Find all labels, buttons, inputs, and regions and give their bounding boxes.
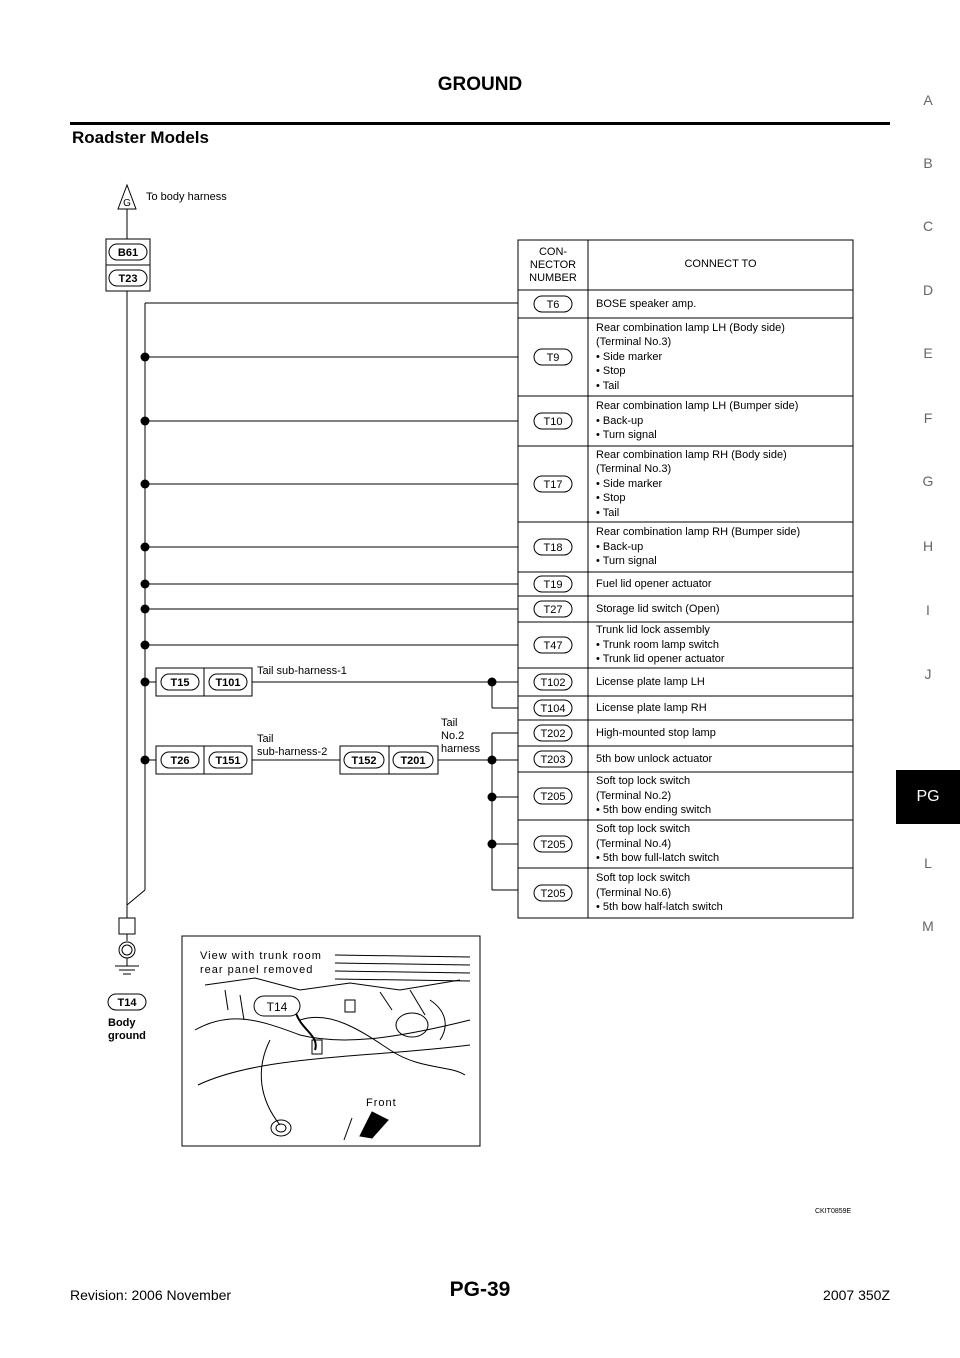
connector-g-label: G xyxy=(123,198,131,209)
row-desc-t205: Soft top lock switch (Terminal No.4) • 5th bow full-latch switch xyxy=(596,823,720,865)
splice-t27 xyxy=(141,605,150,614)
connector-t27-label: T27 xyxy=(543,604,563,616)
row-desc-t19: Fuel lid opener actuator xyxy=(596,577,712,590)
table-header-connect-to: CONNECT TO xyxy=(684,258,757,270)
side-index-j[interactable]: J xyxy=(924,666,932,682)
connector-t203-label: T203 xyxy=(540,754,566,766)
ground-connector-box xyxy=(119,918,135,934)
inset-t14-label: T14 xyxy=(266,1000,288,1014)
trunk-wire-join xyxy=(127,890,145,905)
side-index-a[interactable]: A xyxy=(923,92,933,108)
section-title: Roadster Models xyxy=(72,128,209,147)
side-index-f[interactable]: F xyxy=(923,410,933,426)
page-title: GROUND xyxy=(437,74,523,95)
row-desc-t205: Soft top lock switch (Terminal No.6) • 5th bow half-latch switch xyxy=(596,872,723,914)
splice-sh1 xyxy=(141,678,150,687)
row-desc-t17: Rear combination lamp RH (Body side) (Terminal No.3) • Side marker • Stop • Tail xyxy=(596,448,787,519)
splice-t47 xyxy=(141,641,150,650)
connector-t18-label: T18 xyxy=(543,542,563,554)
connector-t102-label: T102 xyxy=(540,677,566,689)
side-index-e[interactable]: E xyxy=(923,345,933,361)
ground-terminal-inner xyxy=(122,945,132,955)
body-ground-label: Body ground xyxy=(108,1017,146,1042)
inset-caption: View with trunk room rear panel removed xyxy=(200,950,322,976)
side-index-l[interactable]: L xyxy=(924,855,932,871)
splice-t10 xyxy=(141,417,150,426)
connector-t205-label: T205 xyxy=(540,791,566,803)
connector-t6-label: T6 xyxy=(546,299,560,311)
row-desc-t27: Storage lid switch (Open) xyxy=(596,602,720,615)
splice-t17 xyxy=(141,480,150,489)
side-index-i[interactable]: I xyxy=(926,602,930,618)
connector-t19-label: T19 xyxy=(543,579,563,591)
sub-harness-1-label: Tail sub-harness-1 xyxy=(257,665,347,677)
inset-front-label: Front xyxy=(366,1097,397,1109)
figure-code: CKIT0859E xyxy=(815,1208,852,1215)
row-desc-t18: Rear combination lamp RH (Bumper side) • Back-up • Turn signal xyxy=(596,526,801,568)
connector-t15-label: T15 xyxy=(170,677,190,689)
row-desc-t203: 5th bow unlock actuator xyxy=(596,752,713,765)
splice-t19 xyxy=(141,580,150,589)
row-desc-t6: BOSE speaker amp. xyxy=(596,297,697,310)
connector-t202-label: T202 xyxy=(540,728,566,740)
row-desc-t9: Rear combination lamp LH (Body side) (Terminal No.3) • Side marker • Stop • Tail xyxy=(596,321,785,392)
side-index-active[interactable]: PG xyxy=(896,770,960,824)
footer-revision: Revision: 2006 November xyxy=(70,1287,232,1303)
side-index-h[interactable]: H xyxy=(922,538,934,554)
connector-t151-label: T151 xyxy=(215,755,241,767)
splice-t9 xyxy=(141,353,150,362)
connector-t205-label: T205 xyxy=(540,839,566,851)
connector-t104-label: T104 xyxy=(540,703,566,715)
splice-sh2 xyxy=(141,756,150,765)
connector-t10-label: T10 xyxy=(543,416,563,428)
row-desc-t47: Trunk lid lock assembly • Trunk room lamp switch • Trunk lid opener actuator xyxy=(596,624,725,666)
side-index-c[interactable]: C xyxy=(922,218,934,234)
connector-t14-label: T14 xyxy=(117,997,137,1009)
connector-t47-label: T47 xyxy=(543,640,563,652)
row-desc-t205: Soft top lock switch (Terminal No.2) • 5th bow ending switch xyxy=(596,775,712,817)
connector-t152-label: T152 xyxy=(351,755,377,767)
connector-b61-label: B61 xyxy=(117,247,139,259)
table-header-connector-number: CON- NECTOR NUMBER xyxy=(529,246,577,284)
to-body-harness-label: To body harness xyxy=(146,191,227,203)
side-index-g[interactable]: G xyxy=(922,473,934,489)
connector-t201-label: T201 xyxy=(400,755,426,767)
sub-harness-2-label: Tail sub-harness-2 xyxy=(257,733,328,758)
side-index-b[interactable]: B xyxy=(923,155,933,171)
footer-model: 2007 350Z xyxy=(823,1287,890,1303)
connector-t9-label: T9 xyxy=(546,352,560,364)
side-index-d[interactable]: D xyxy=(922,282,934,298)
connector-t205-label: T205 xyxy=(540,888,566,900)
connector-t101-label: T101 xyxy=(215,677,241,689)
footer-page-number: PG-39 xyxy=(449,1278,511,1301)
splice-t18 xyxy=(141,543,150,552)
connector-t26-label: T26 xyxy=(170,755,190,767)
side-index-m[interactable]: M xyxy=(922,918,934,934)
connector-t23-label: T23 xyxy=(118,273,138,285)
row-desc-t10: Rear combination lamp LH (Bumper side) • Back-up • Turn signal xyxy=(596,400,799,442)
connector-t17-label: T17 xyxy=(543,479,563,491)
row-desc-t102: License plate lamp LH xyxy=(596,675,705,688)
tail-no2-label: Tail No.2 harness xyxy=(441,717,481,755)
row-desc-t202: High-mounted stop lamp xyxy=(596,726,716,739)
row-desc-t104: License plate lamp RH xyxy=(596,701,707,714)
